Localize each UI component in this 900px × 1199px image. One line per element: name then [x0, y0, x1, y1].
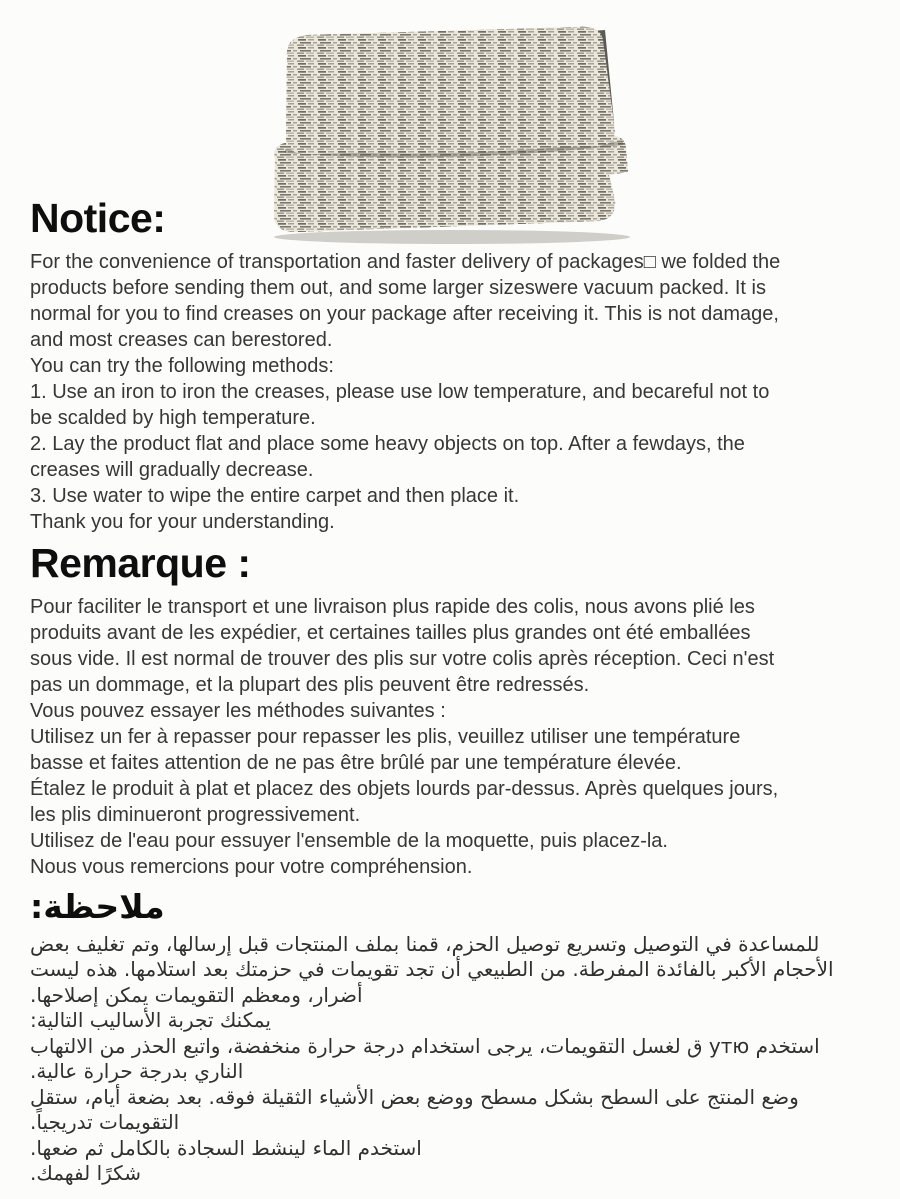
- arabic-line-10: شكرًا لفهمك.: [30, 1161, 141, 1186]
- french-line-4: pas un dommage, et la plupart des plis peuvent être redressés.: [30, 674, 590, 697]
- french-section: [30, 594, 875, 880]
- arabic-line-4: يمكنك تجربة الأساليب التالية:: [30, 1008, 271, 1033]
- french-line-5: Vous pouvez essayer les méthodes suivantes :: [30, 700, 446, 723]
- english-line-4: and most creases can berestored.: [30, 329, 333, 352]
- notice-text-content: [30, 194, 875, 1187]
- english-line-2: products before sending them out, and some larger sizeswere vacuum packed. It is: [30, 277, 766, 300]
- french-line-3: sous vide. Il est normal de trouver des plis sur votre colis après réception. Ceci n'est: [30, 648, 775, 671]
- arabic-line-2: الأحجام الأكبر بالفائدة المفرطة. من الطبيعي أن تجد تقويمات في حزمتك بعد استلامها. هذه ليست: [30, 957, 834, 982]
- french-line-8: Étalez le produit à plat et placez des objets lourds par-dessus. Après quelques jours,: [30, 778, 779, 801]
- english-line-6: 1. Use an iron to iron the creases, please use low temperature, and becareful not to: [30, 381, 770, 404]
- arabic-line-1: للمساعدة في التوصيل وتسريع توصيل الحزم، قمنا بملف المنتجات قبل إرسالها، وتم تغليف بعض: [30, 931, 820, 956]
- arabic-line-8: التقويمات تدريجياً.: [30, 1110, 180, 1135]
- arabic-line-7: وضع المنتج على السطح بشكل مسطح ووضع بعض الأشياء الثقيلة فوقه. بعد بضعة أيام، ستقل: [30, 1084, 799, 1109]
- arabic-line-6: الناري بدرجة حرارة عالية.: [30, 1059, 244, 1084]
- english-line-11: Thank you for your understanding.: [30, 511, 335, 534]
- english-line-9: creases will gradually decrease.: [30, 459, 314, 482]
- arabic-line-9: استخدم الماء لينشط السجادة بالكامل ثم ضعها.: [30, 1135, 422, 1160]
- french-line-2: produits avant de les expédier, et certaines tailles plus grandes ont été emballées: [30, 622, 751, 645]
- english-heading: Notice:: [30, 195, 166, 241]
- english-line-3: normal for you to find creases on your package after receiving it. This is not damage,: [30, 303, 779, 326]
- french-heading: Remarque :: [30, 540, 251, 587]
- english-line-7: be scalded by high temperature.: [30, 407, 316, 430]
- french-line-6: Utilisez un fer à repasser pour repasser les plis, veuillez utiliser une température: [30, 726, 741, 749]
- french-line-1: Pour faciliter le transport et une livraison plus rapide des colis, nous avons plié les: [30, 596, 755, 619]
- english-line-10: 3. Use water to wipe the entire carpet and then place it.: [30, 485, 520, 508]
- french-line-10: Utilisez de l'eau pour essuyer l'ensemble de la moquette, puis placez-la.: [30, 830, 668, 853]
- english-line-1: For the convenience of transportation and faster delivery of packages□ we folded the: [30, 251, 781, 274]
- arabic-heading: ملاحظة:: [30, 887, 165, 927]
- french-line-9: les plis diminueront progressivement.: [30, 804, 361, 827]
- english-line-8: 2. Lay the product flat and place some heavy objects on top. After a fewdays, the: [30, 433, 745, 456]
- arabic-line-3: أضرار، ومعظم التقويمات يمكن إصلاحها.: [30, 982, 363, 1007]
- english-section: [30, 249, 875, 535]
- arabic-line-5: استخدم утю ق لغسل التقويمات، يرجى استخدام درجة حرارة منخفضة، واتبع الحذر من الالتهاب: [30, 1033, 820, 1058]
- french-line-7: basse et faites attention de ne pas être brûlé par une température élevée.: [30, 752, 682, 775]
- english-line-5: You can try the following methods:: [30, 355, 334, 378]
- arabic-section: [30, 932, 875, 1187]
- french-line-11: Nous vous remercions pour votre compréhension.: [30, 856, 473, 879]
